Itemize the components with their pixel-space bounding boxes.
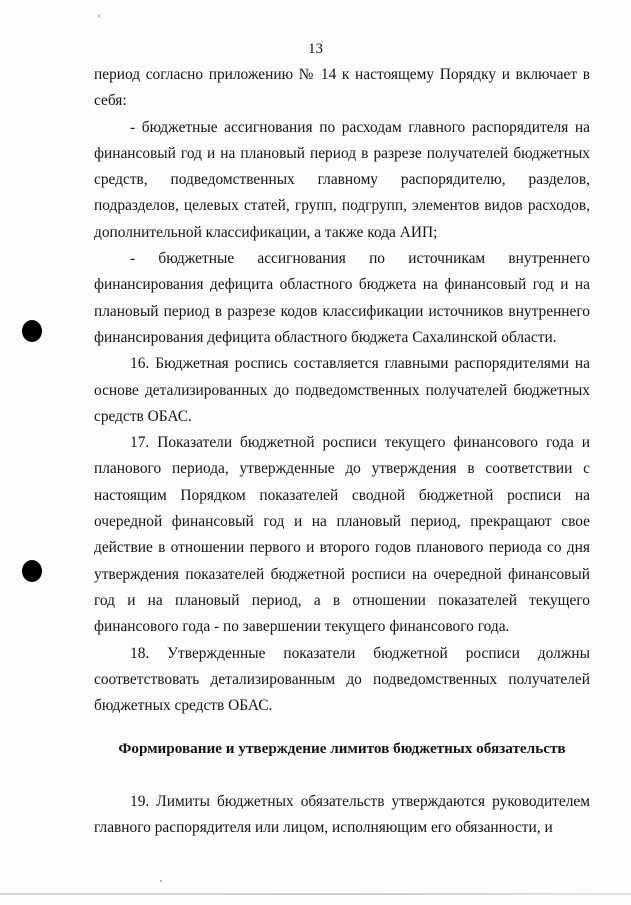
scan-bottom-edge — [0, 893, 631, 895]
clause-17: 17. Показатели бюджетной росписи текущего финансового года и планового периода, утвержденные до утверждения в соответствии с настоящим Порядком показателей сводной бюджетной росписи на очередной финансовый год и на плановый период, прекращают свое действие в отношении первого и второго годов планового периода со дня утверждения показателей бюджетной росписи на очередной финансовый год и на плановый период, а в отношении показателей текущего финансового года - по завершении текущего финансового года. — [94, 434, 590, 636]
section-heading: Формирование и утверждение лимитов бюджетных обязательств — [118, 740, 566, 757]
document-body — [94, 62, 590, 719]
clause-19: 19. Лимиты бюджетных обязательств утверждаются руководителем главного распорядителя или лицом, исполняющим его обязанности, и — [94, 793, 590, 837]
punch-hole-mark — [22, 320, 42, 342]
section-body — [94, 789, 590, 842]
page-number: 13 — [308, 41, 323, 57]
punch-hole-mark — [22, 560, 42, 582]
clause-16: 16. Бюджетная роспись составляется главными распорядителями на основе детализированных до подведомственных получателей бюджетных средств ОБАС. — [94, 355, 590, 425]
list-item-deficit-financing-allocations: - бюджетные ассигнования по источникам внутреннего финансирования дефицита областного бюджета на финансовый год и на плановый период в разрезе кодов классификации источников внутреннего финансирования дефицита областного бюджета Сахалинской области. — [94, 250, 590, 346]
list-item-expenditure-allocations: - бюджетные ассигнования по расходам главного распорядителя на финансовый год и на плановый период в разрезе получателей бюджетных средств, подведомственных главному распорядителю, разделов, подразделов, целевых статей, групп, подгрупп, элементов видов расходов, дополнительной классификации, а также кода АИП; — [94, 118, 590, 241]
scan-speck — [160, 880, 162, 882]
paragraph-continuation: период согласно приложению № 14 к настоящему Порядку и включает в себя: — [94, 66, 590, 110]
scan-speck — [98, 15, 100, 17]
clause-18: 18. Утвержденные показатели бюджетной росписи должны соответствовать детализированным до подведомственных получателей бюджетных средств ОБАС. — [94, 644, 590, 715]
